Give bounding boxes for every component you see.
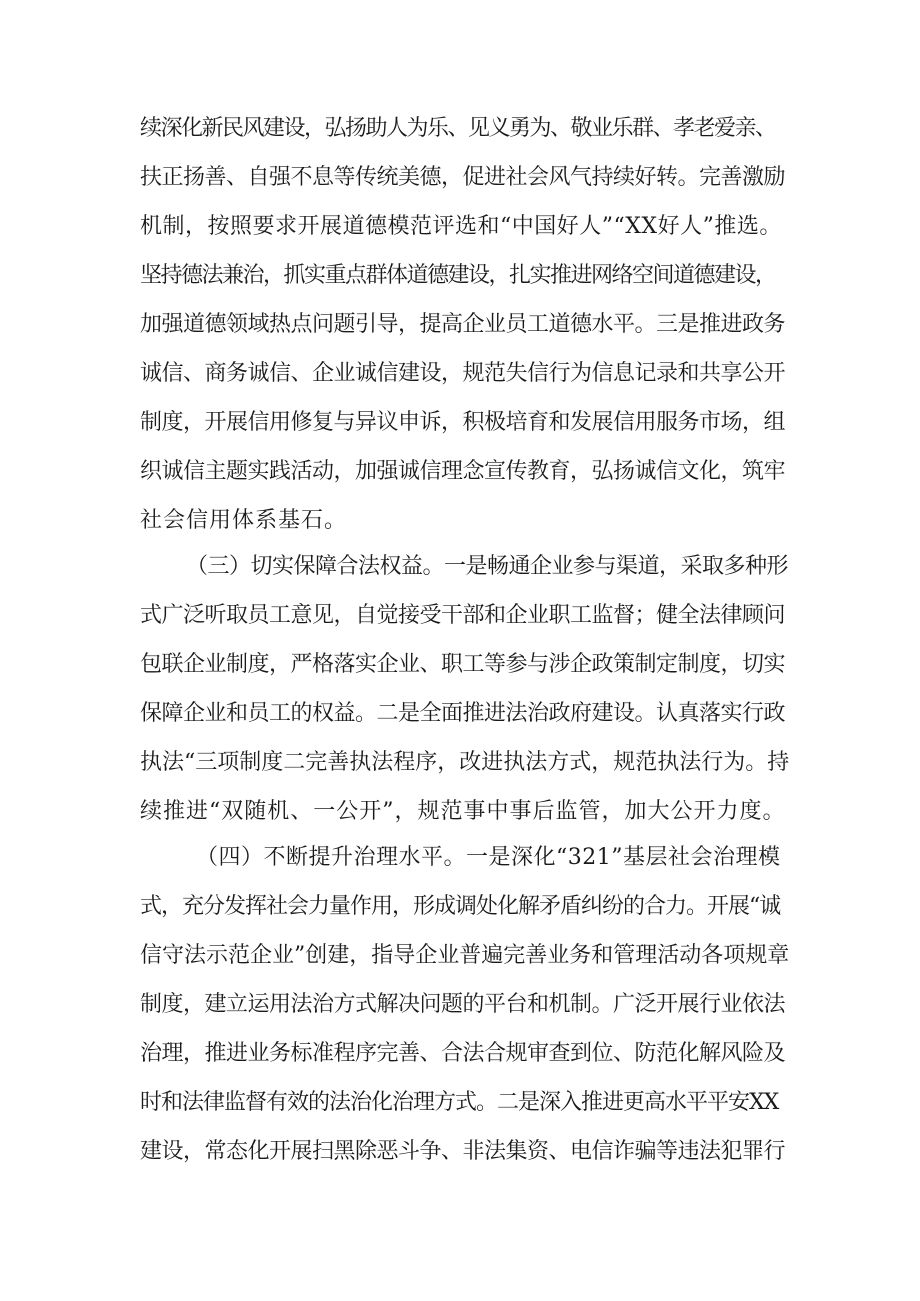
text-line: 制度，建立运用法治方式解决问题的平台和机制。广泛开展行业依法	[140, 992, 786, 1017]
text-line: 扶正扬善、自强不息等传统美德，促进社会风气持续好转。完善激励	[140, 165, 786, 190]
text-line: 包联企业制度，严格落实企业、职工等参与涉企政策制定制度，切实	[140, 652, 786, 677]
text-line: 式，充分发挥社会力量作用，形成调处化解矛盾纠纷的合力。开展“诚	[140, 894, 781, 919]
text-line: 治理，推进业务标准程序完善、合法合规审查到位、防范化解风险及	[140, 1041, 786, 1066]
text-line: 建设，常态化开展扫黑除恶斗争、非法集资、电信诈骗等违法犯罪行	[140, 1139, 786, 1164]
text-line: 加强道德领域热点问题引导，提高企业员工道德水平。三是推进政务	[140, 312, 786, 337]
text-line: 时和法律监督有效的法治化治理方式。二是深入推进更高水平平安XX	[140, 1090, 779, 1115]
text-line: 续推进“双随机、一公开”，规范事中事后监管，加大公开力度。	[140, 799, 786, 824]
text-line: 执法“三项制度二完善执法程序，改进执法方式，规范执法行为。持	[140, 750, 790, 775]
text-line: 社会信用体系基石。	[140, 508, 348, 533]
text-line: 保障企业和员工的权益。二是全面推进法治政府建设。认真落实行政	[140, 701, 786, 726]
text-line: 信守法示范企业”创建，指导企业普遍完善业务和管理活动各项规章	[140, 943, 790, 968]
text-line: 制度，开展信用修复与异议申诉，积极培育和发展信用服务市场，组	[140, 410, 786, 435]
section-heading-line: （三）切实保障合法权益。一是畅通企业参与渠道，采取多种形	[186, 554, 789, 579]
text-line: 坚持德法兼治，抓实重点群体道德建设，扎实推进网络空间道德建设，	[140, 263, 776, 288]
text-line: 诚信、商务诚信、企业诚信建设，规范失信行为信息记录和共享公开	[140, 361, 786, 386]
section-heading-line: （四）不断提升治理水平。一是深化“321”基层社会治理模	[196, 845, 781, 870]
text-line: 续深化新民风建设，弘扬助人为乐、见义勇为、敬业乐群、孝老爱亲、	[140, 116, 776, 141]
text-line: 机制，按照要求开展道德模范评选和“中国好人”“XX好人”推选。	[140, 214, 782, 239]
text-line: 织诚信主题实践活动，加强诚信理念宣传教育，弘扬诚信文化，筑牢	[140, 459, 786, 484]
text-line: 式广泛听取员工意见，自觉接受干部和企业职工监督；健全法律顾问	[140, 603, 786, 628]
